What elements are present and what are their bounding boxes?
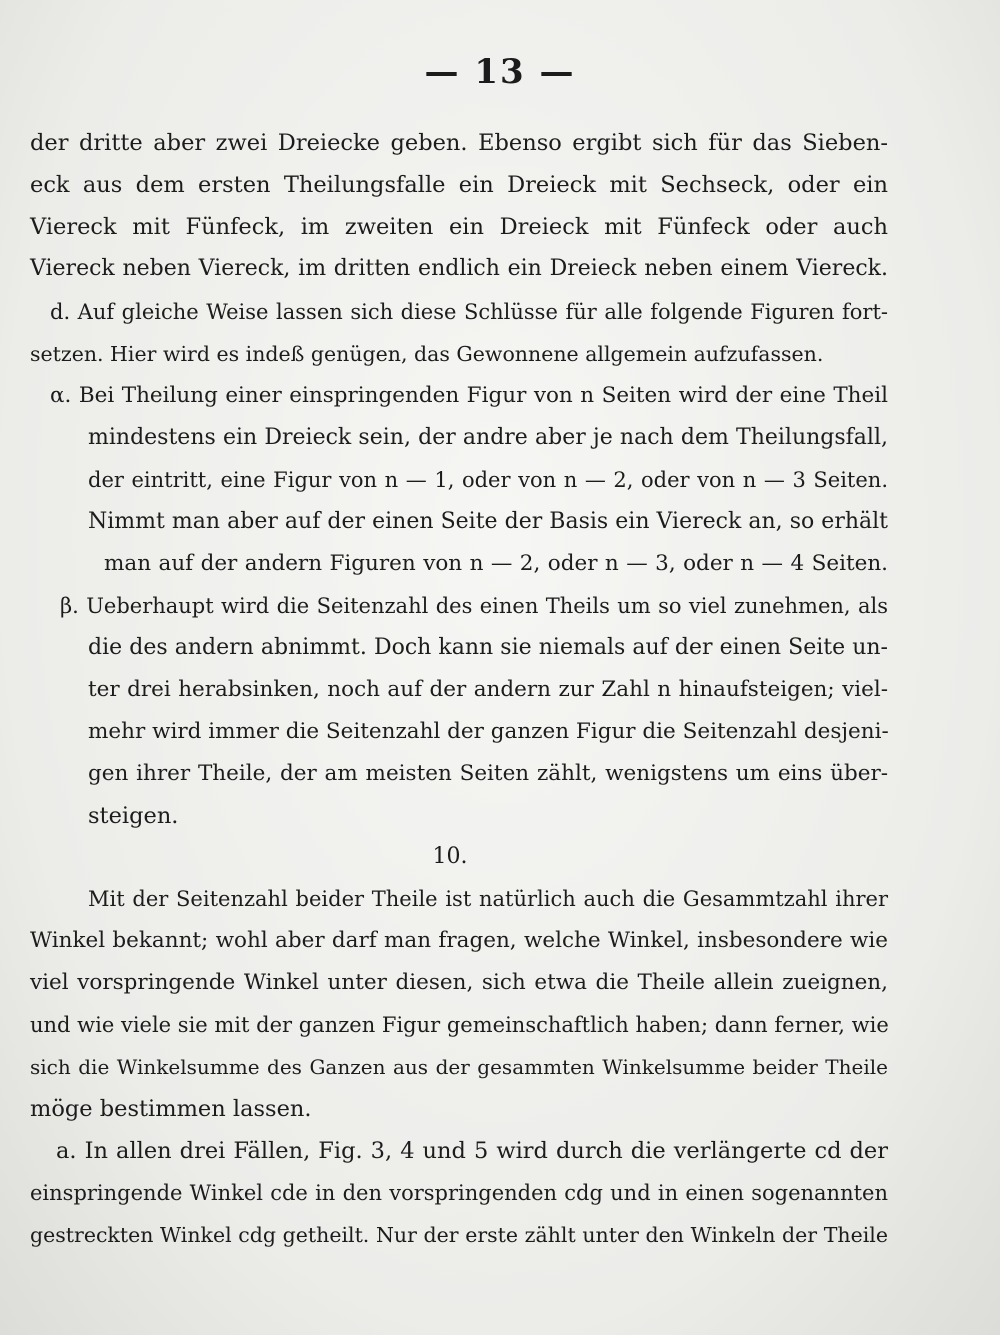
text-line: einspringende Winkel cde in den vorspringenden cdg und in einen sogenannten [30,1181,888,1205]
text-line: der dritte aber zwei Dreiecke geben. Ebenso ergibt sich für das Sieben- [30,130,888,156]
text-line: viel vorspringende Winkel unter diesen, sich etwa die Theile allein zueignen, [30,970,888,995]
text-line: ter drei herabsinken, noch auf der andern zur Zahl n hinaufsteigen; viel- [88,677,888,702]
text-line: die des andern abnimmt. Doch kann sie niemals auf der einen Seite un- [88,635,888,660]
text-line: β. Ueberhaupt wird die Seitenzahl des einen Theils um so viel zunehmen, als [60,594,888,618]
text-line: eck aus dem ersten Theilungsfalle ein Dreieck mit Sechseck, oder ein [30,172,888,198]
text-line: und wie viele sie mit der ganzen Figur gemeinschaftlich haben; dann ferner, wie [30,1013,889,1037]
text-line: Nimmt man aber auf der einen Seite der Basis ein Viereck an, so erhält [88,509,888,534]
text-line: α. Bei Theilung einer einspringenden Figur von n Seiten wird der eine Theil [50,383,888,408]
text-line: Mit der Seitenzahl beider Theile ist natürlich auch die Gesammtzahl ihrer [88,887,888,911]
text-line: Viereck neben Viereck, im dritten endlich ein Dreieck neben einem Viereck. [30,256,888,281]
text-line: der eintritt, eine Figur von n — 1, oder von n — 2, oder von n — 3 Seiten. [88,468,888,492]
text-line: setzen. Hier wird es indeß genügen, das Gewonnene allgemein aufzufassen. [30,342,824,366]
section-number: 10. [432,844,468,869]
text-line: Viereck mit Fünfeck, im zweiten ein Dreieck mit Fünfeck oder auch [30,214,888,240]
text-line: a. In allen drei Fällen, Fig. 3, 4 und 5 wird durch die verlängerte cd der [56,1138,888,1164]
text-line: möge bestimmen lassen. [30,1096,312,1122]
text-line: sich die Winkelsumme des Ganzen aus der gesammten Winkelsumme beider Theile [30,1055,888,1079]
text-line: mindestens ein Dreieck sein, der andre aber je nach dem Theilungsfall, [88,425,888,450]
page-number: — 13 — [424,52,576,92]
text-line: gen ihrer Theile, der am meisten Seiten zählt, wenigstens um eins über- [88,761,888,786]
text-line: Winkel bekannt; wohl aber darf man fragen, welche Winkel, insbesondere wie [30,928,888,953]
text-line: man auf der andern Figuren von n — 2, oder n — 3, oder n — 4 Seiten. [104,551,888,576]
text-line: steigen. [88,803,179,829]
text-line: gestreckten Winkel cdg getheilt. Nur der erste zählt unter den Winkeln der Theile [30,1223,888,1247]
text-line: d. Auf gleiche Weise lassen sich diese Schlüsse für alle folgende Figuren fort- [50,300,888,324]
text-line: mehr wird immer die Seitenzahl der ganzen Figur die Seitenzahl desjeni- [88,719,889,744]
